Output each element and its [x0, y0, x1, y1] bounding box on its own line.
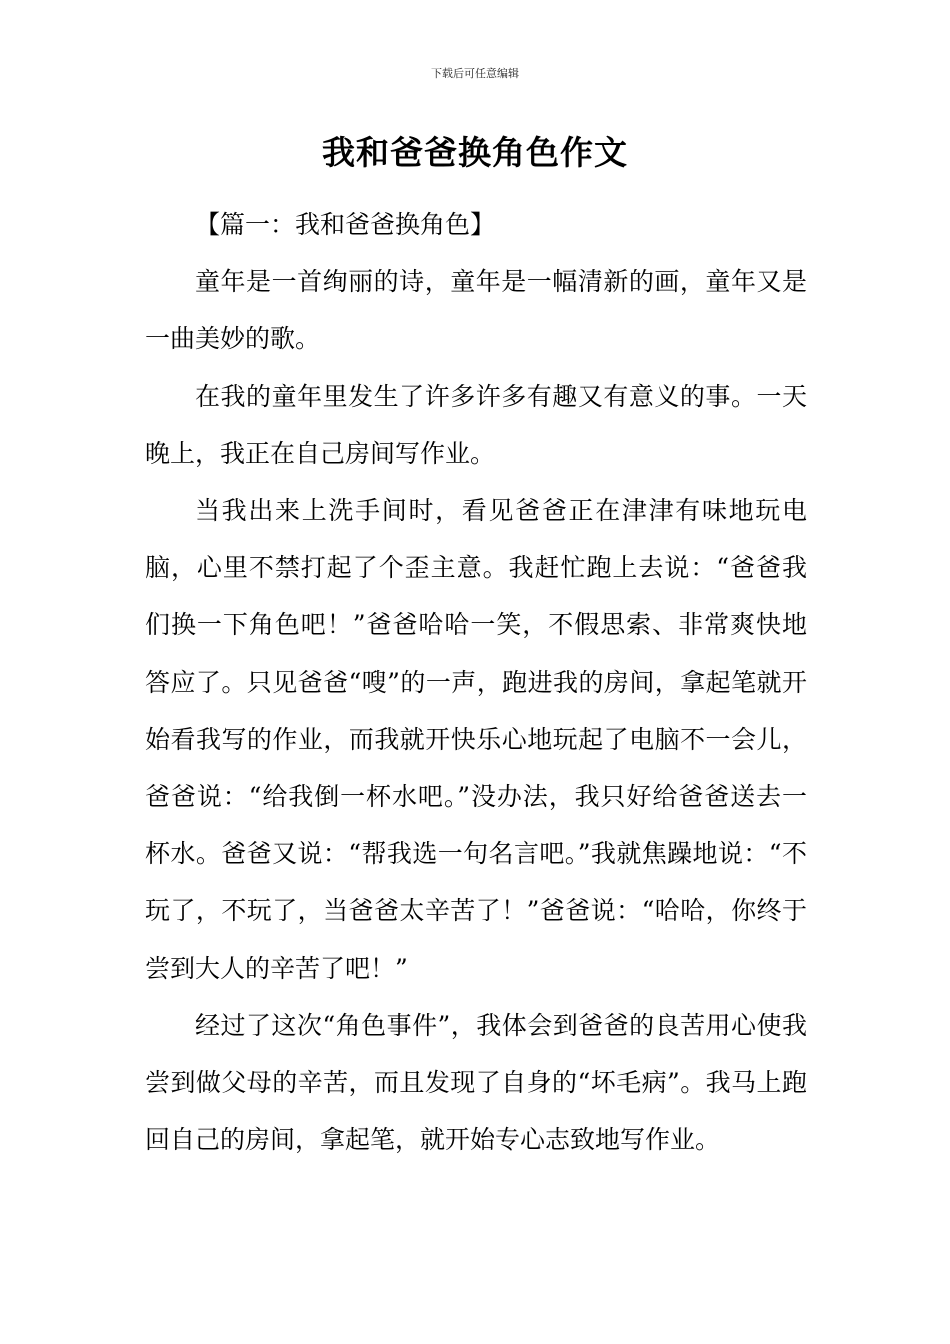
document-title: 我和爸爸换角色作文 [322, 133, 628, 172]
document-body [145, 196, 807, 1168]
paragraph-4: 经过了这次“角色事件”，我体会到爸爸的良苦用心使我尝到做父母的辛苦，而且发现了自身的“坏毛病”。我马上跑回自己的房间，拿起笔，就开始专心志致地写作业。 [145, 1010, 807, 1155]
paragraph-1: 童年是一首绚丽的诗，童年是一幅清新的画，童年又是一曲美妙的歌。 [145, 267, 807, 354]
section-heading: 【篇一：我和爸爸换角色】 [195, 210, 496, 239]
paragraph-2: 在我的童年里发生了许多许多有趣又有意义的事。一天晚上，我正在自己房间写作业。 [145, 381, 807, 468]
paragraph-3: 当我出来上洗手间时，看见爸爸正在津津有味地玩电脑，心里不禁打起了个歪主意。我赶忙跑上去说：“爸爸我们换一下角色吧！”爸爸哈哈一笑，不假思索、非常爽快地答应了。只见爸爸“嗖”的一声，跑进我的房间，拿起笔就开始看我写的作业，而我就开快乐心地玩起了电脑不一会儿，爸爸说：“给我倒一杯水吧。”没办法，我只好给爸爸送去一杯水。爸爸又说：“帮我选一句名言吧。”我就焦躁地说：“不玩了，不玩了，当爸爸太辛苦了！”爸爸说：“哈哈，你终于尝到大人的辛苦了吧！” [145, 496, 807, 983]
header-note: 下载后可任意编辑 [431, 67, 519, 80]
